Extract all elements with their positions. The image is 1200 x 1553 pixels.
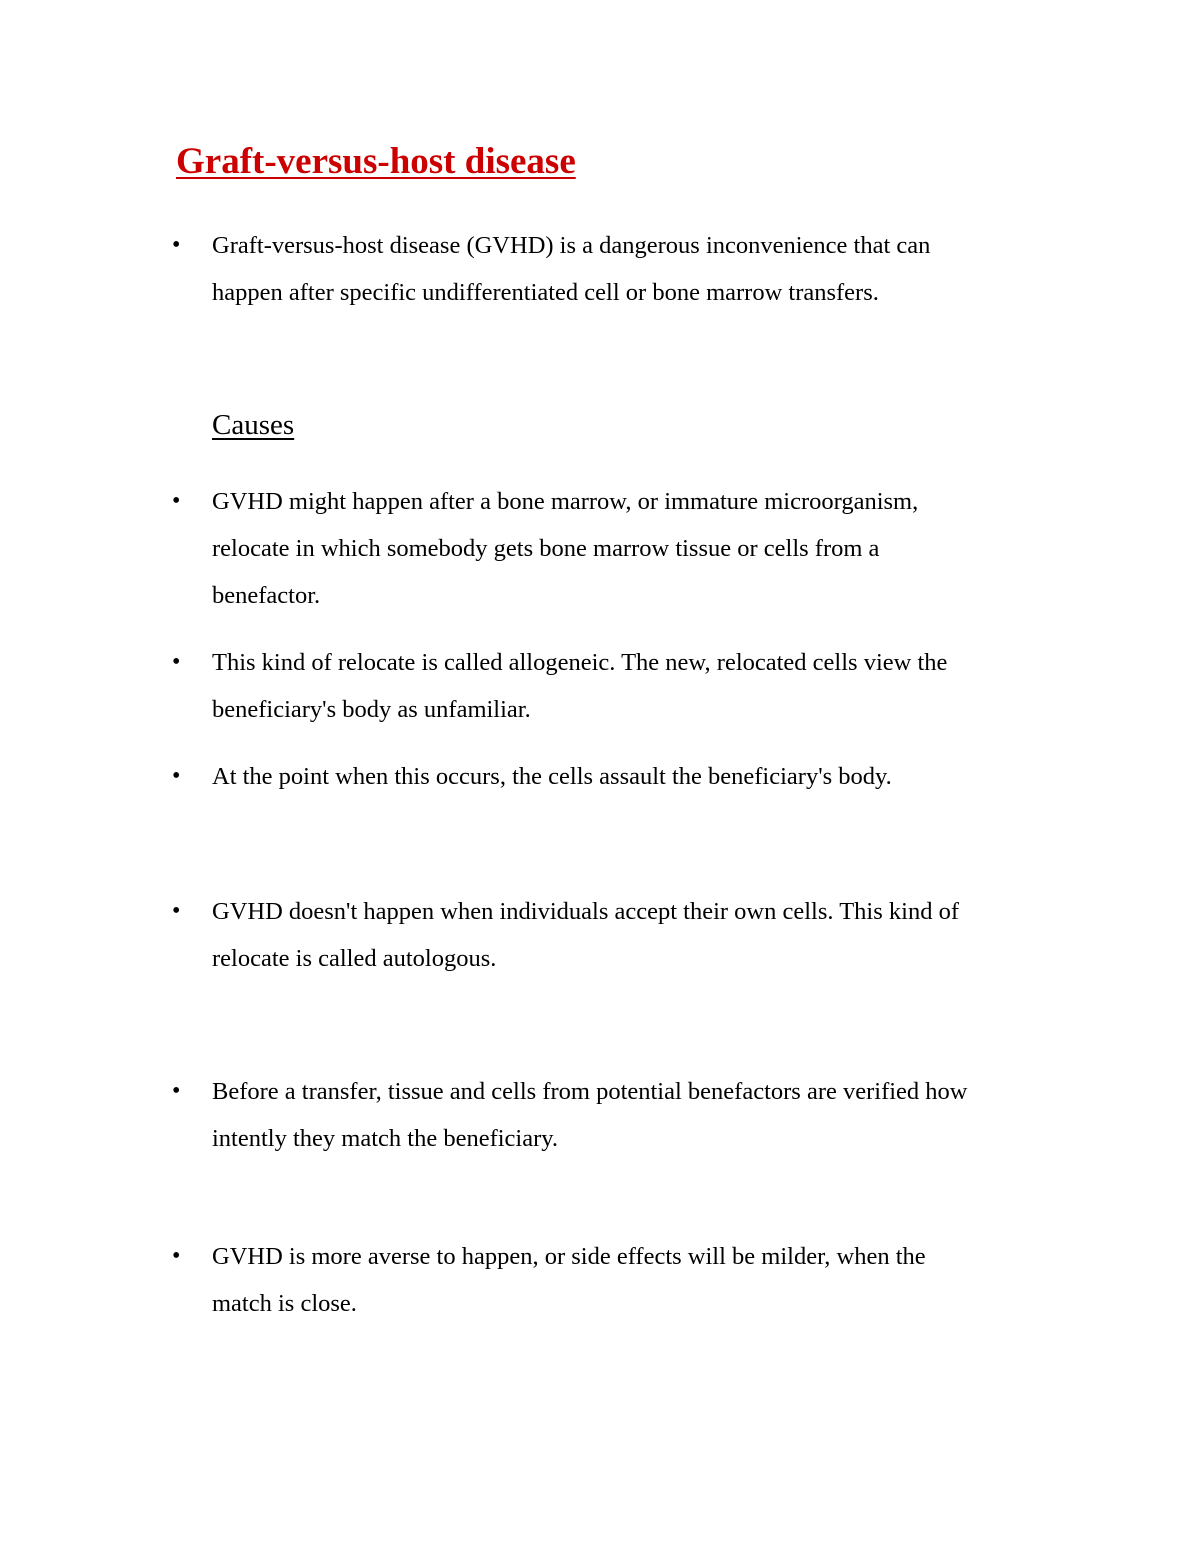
list-item-text <box>212 639 1072 733</box>
list-item-text <box>212 478 1072 619</box>
list-item-text <box>212 222 1072 316</box>
text-line: Graft-versus-host disease (GVHD) is a dangerous inconvenience that can <box>212 232 931 259</box>
text-line: This kind of relocate is called allogeneic. The new, relocated cells view the <box>212 649 948 676</box>
text-line: intently they match the beneficiary. <box>212 1125 559 1152</box>
text-line: GVHD doesn't happen when individuals accept their own cells. This kind of <box>212 898 959 925</box>
list-item-text <box>212 1233 1072 1327</box>
text-line: Before a transfer, tissue and cells from potential benefactors are verified how <box>212 1078 968 1105</box>
text-line: At the point when this occurs, the cells assault the beneficiary's body. <box>212 763 892 790</box>
text-line: GVHD might happen after a bone marrow, or immature microorganism, <box>212 488 919 515</box>
text-line: relocate is called autologous. <box>212 945 497 972</box>
text-line: beneficiary's body as unfamiliar. <box>212 696 531 723</box>
bullet-icon: • <box>172 488 181 514</box>
text-line: benefactor. <box>212 582 321 609</box>
bullet-icon: • <box>172 763 181 789</box>
section-heading: Causes <box>212 409 295 441</box>
text-line: match is close. <box>212 1290 357 1317</box>
list-item-text <box>212 753 1072 800</box>
document-title: Graft-versus-host disease <box>176 141 576 182</box>
bullet-icon: • <box>172 649 181 675</box>
bullet-icon: • <box>172 232 181 258</box>
list-item-text <box>212 1068 1072 1162</box>
list-item-text <box>212 888 1072 982</box>
text-line: GVHD is more averse to happen, or side effects will be milder, when the <box>212 1243 926 1270</box>
bullet-icon: • <box>172 1078 181 1104</box>
bullet-icon: • <box>172 898 181 924</box>
text-line: happen after specific undifferentiated cell or bone marrow transfers. <box>212 279 879 306</box>
bullet-icon: • <box>172 1243 181 1269</box>
text-line: relocate in which somebody gets bone marrow tissue or cells from a <box>212 535 880 562</box>
